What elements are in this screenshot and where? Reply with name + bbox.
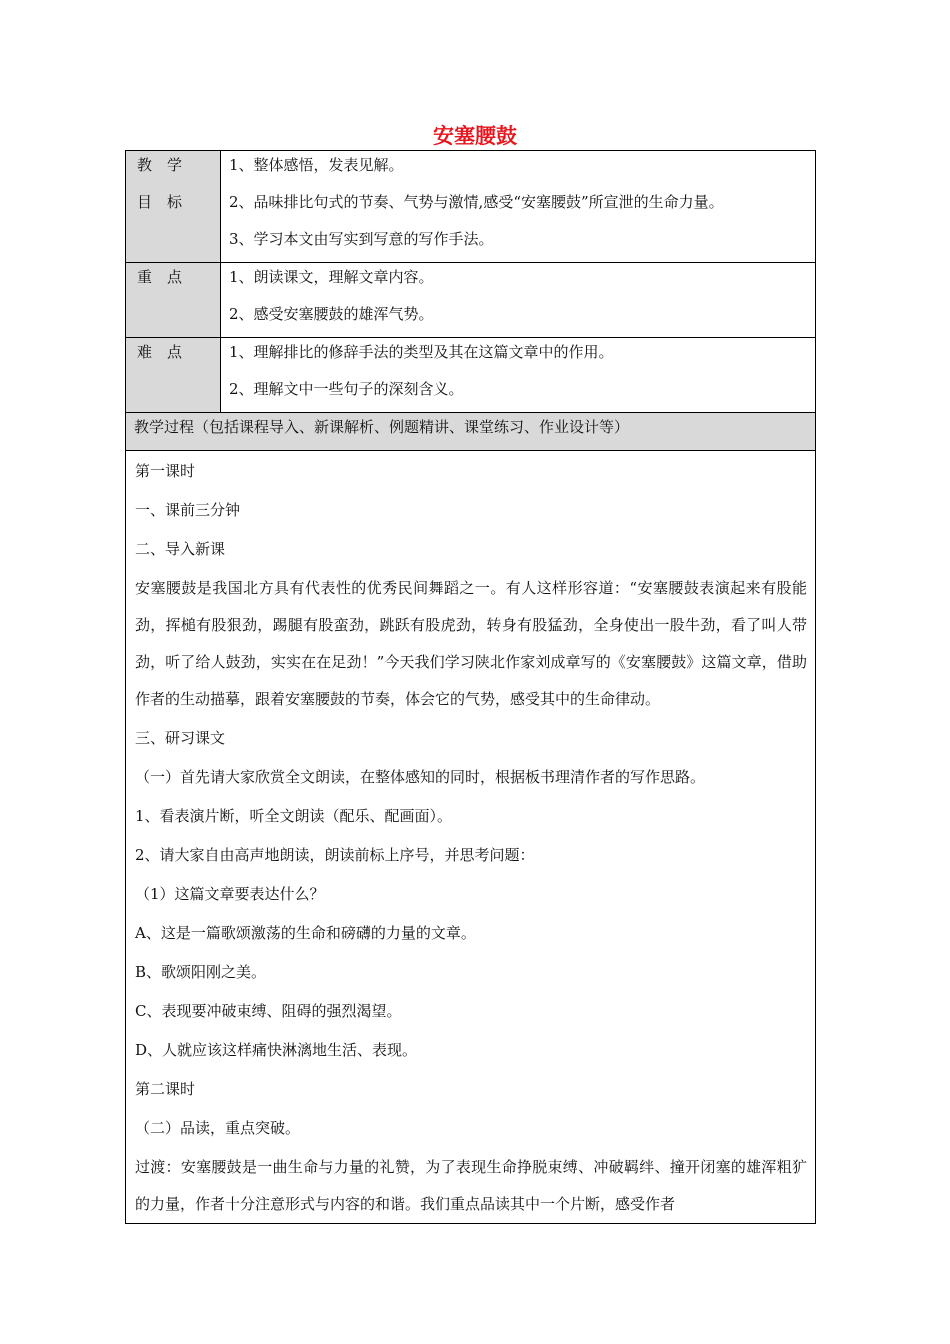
- process-body: [126, 451, 816, 1224]
- key-point-item-2: 2、感受安塞腰鼓的雄浑气势。: [229, 305, 434, 323]
- intro-paragraph: 安塞腰鼓是我国北方具有代表性的优秀民间舞蹈之一。有人这样形容道：“安塞腰鼓表演起来有股能劲，挥槌有股狠劲，踢腿有股蛮劲，跳跃有股虎劲，转身有股猛劲，全身使出一股牛劲，看了叫人带劲，听了给人鼓劲，实实在在足劲！”今天我们学习陕北作家刘成章写的《安塞腰鼓》这篇文章，借助作者的生动描摹，跟着安塞腰鼓的节奏，体会它的气势，感受其中的生命律动。: [135, 579, 807, 708]
- process-header-row: [126, 413, 816, 451]
- objective-item-3: 3、学习本文由写实到写意的写作手法。: [229, 230, 494, 248]
- key-points-row: [126, 263, 816, 338]
- body-line-8: 2、请大家自由高声地朗读，朗读前标上序号，并思考问题：: [135, 846, 535, 864]
- process-header: [126, 413, 816, 451]
- body-line-1: 第一课时: [135, 462, 196, 480]
- answer-d: D、人就应该这样痛快淋漓地生活、表现。: [135, 1041, 418, 1059]
- body-line-9: （1）这篇文章要表达什么？: [135, 885, 325, 903]
- difficulty-item-2: 2、理解文中一些句子的深刻含义。: [229, 380, 464, 398]
- objective-item-1: 1、整体感悟，发表见解。: [229, 156, 404, 174]
- process-header-text: 教学过程（包括课程导入、新课解析、例题精讲、课堂练习、作业设计等）: [134, 418, 630, 436]
- document-title: 安塞腰鼓: [433, 124, 517, 148]
- body-line-14: 第二课时: [135, 1080, 196, 1098]
- process-body-row: [126, 451, 816, 1224]
- answer-a: A、这是一篇歌颂激荡的生命和磅礴的力量的文章。: [135, 924, 476, 942]
- key-point-item-1: 1、朗读课文，理解文章内容。: [229, 268, 434, 286]
- objectives-row: [126, 151, 816, 263]
- body-line-6: （一）首先请大家欣赏全文朗读，在整体感知的同时，根据板书理清作者的写作思路。: [135, 768, 706, 786]
- transition-paragraph: 过渡：安塞腰鼓是一曲生命与力量的礼赞，为了表现生命挣脱束缚、冲破羁绊、撞开闭塞的雄浑粗犷的力量，作者十分注意形式与内容的和谐。我们重点品读其中一个片断，感受作者: [135, 1158, 807, 1213]
- objective-item-2: 2、品味排比句式的节奏、气势与激情,感受“安塞腰鼓”所宣泄的生命力量。: [229, 193, 724, 211]
- objectives-label-line-2: 目 标: [137, 193, 183, 211]
- difficulties-label-line-1: 难 点: [137, 343, 183, 361]
- key-points-content: [221, 263, 816, 338]
- objectives-content: [221, 151, 816, 263]
- lesson-plan-table: [125, 150, 816, 1224]
- objectives-label-line-1: 教 学: [137, 156, 183, 174]
- difficulty-item-1: 1、理解排比的修辞手法的类型及其在这篇文章中的作用。: [229, 343, 614, 361]
- difficulties-content: [221, 338, 816, 413]
- body-line-5: 三、研习课文: [135, 729, 226, 747]
- difficulties-row: [126, 338, 816, 413]
- objectives-label: [126, 151, 221, 263]
- difficulties-label: [126, 338, 221, 413]
- answer-b: B、歌颂阳刚之美。: [135, 963, 267, 981]
- body-line-15: （二）品读，重点突破。: [135, 1119, 301, 1137]
- body-line-7: 1、看表演片断，听全文朗读（配乐、配画面）。: [135, 807, 453, 825]
- key-points-label: [126, 263, 221, 338]
- answer-c: C、表现要冲破束缚、阻碍的强烈渴望。: [135, 1002, 402, 1020]
- body-line-2: 一、课前三分钟: [135, 501, 241, 519]
- body-line-3: 二、导入新课: [135, 540, 226, 558]
- key-points-label-line-1: 重 点: [137, 268, 183, 286]
